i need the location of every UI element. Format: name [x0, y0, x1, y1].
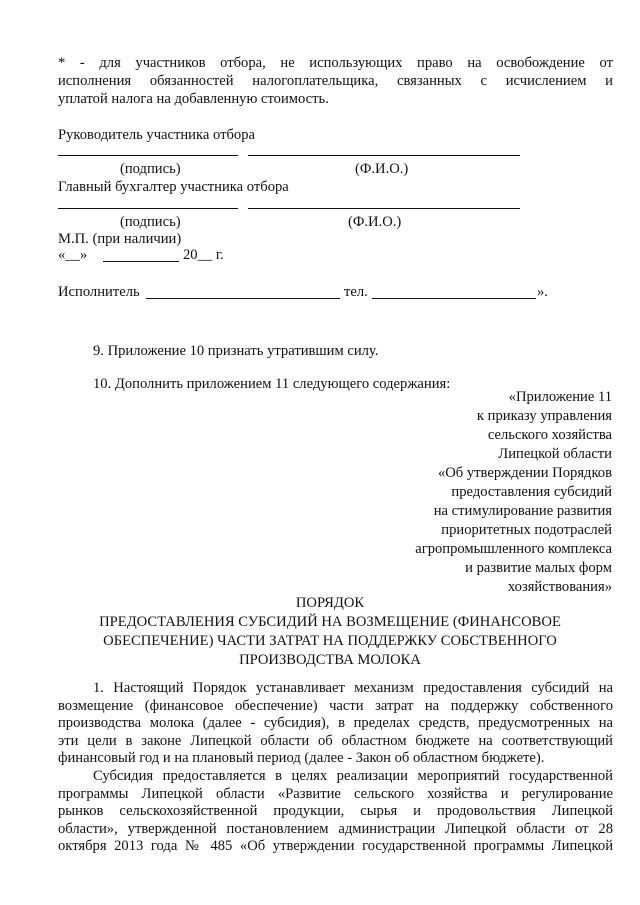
- footnote-line-1: * - для участников отбора, не использующих право на освобождение от: [58, 55, 613, 71]
- head-signature-line: [58, 155, 238, 156]
- date-year: 20__ г.: [183, 247, 224, 263]
- title-line: ПРОИЗВОДСТВА МОЛОКА: [239, 652, 421, 668]
- appendix-header-line: и развитие малых форм: [465, 560, 612, 576]
- document-title: [0, 594, 640, 670]
- paragraph-line: производства молока (далее - субсидия), в пределах средств, предусмотренных на: [58, 715, 613, 732]
- accountant-sign-caption: (подпись): [120, 214, 181, 230]
- date-day: «__»: [58, 247, 88, 263]
- title-line: ОБЕСПЕЧЕНИЕ) ЧАСТИ ЗАТРАТ НА ПОДДЕРЖКУ СОБСТВЕННОГО: [103, 633, 557, 649]
- footnote-line-2: исполнения обязанностей налогоплательщика, связанных с исчислением и: [58, 73, 613, 89]
- footnote-line-3: уплатой налога на добавленную стоимость.: [58, 91, 329, 107]
- title-line: ПОРЯДОК: [295, 595, 365, 611]
- head-name-line: [248, 155, 520, 156]
- paragraph-line: рынков сельскохозяйственной продукции, сырья и продовольствия Липецкой: [58, 803, 613, 820]
- paragraph-line: финансовый год и на плановый период (далее - Закон об областном бюджете).: [58, 750, 545, 767]
- phone-line: [372, 298, 536, 299]
- executor-line: [146, 298, 340, 299]
- item-10: 10. Дополнить приложением 11 следующего содержания:: [93, 376, 451, 392]
- paragraph-line: 1. Настоящий Порядок устанавливает механизм предоставления субсидий на: [93, 680, 613, 696]
- executor-label: Исполнитель: [58, 284, 140, 300]
- appendix-header-line: сельского хозяйства: [487, 427, 612, 443]
- appendix-header-line: агропромышленного комплекса: [415, 541, 612, 557]
- appendix-header-line: хозяйствования»: [507, 579, 612, 595]
- appendix-header-line: предоставления субсидий: [451, 484, 612, 500]
- phone-label: тел.: [344, 284, 368, 300]
- head-label: Руководитель участника отбора: [58, 127, 255, 143]
- appendix-header-line: на стимулирование развития: [433, 503, 612, 519]
- paragraph-line: области», утвержденной постановлением администрации Липецкой области от 28: [58, 820, 613, 837]
- head-name-caption: (Ф.И.О.): [355, 161, 409, 177]
- head-sign-caption: (подпись): [120, 161, 181, 177]
- stamp-label: М.П. (при наличии): [58, 231, 182, 247]
- title-line: ПРЕДОСТАВЛЕНИЯ СУБСИДИЙ НА ВОЗМЕЩЕНИЕ (ФИНАНСОВОЕ: [99, 614, 561, 630]
- paragraph-1: [58, 680, 613, 768]
- closing-quote: ».: [537, 284, 548, 300]
- paragraph-line: октября 2013 года № 485 «Об утверждении государственной программы Липецкой: [58, 838, 613, 855]
- paragraph-line: программы Липецкой области «Развитие сельского хозяйства и регулирование: [58, 785, 613, 802]
- paragraph-2: [58, 768, 613, 856]
- accountant-name-line: [248, 208, 520, 209]
- accountant-name-caption: (Ф.И.О.): [348, 214, 402, 230]
- appendix-header-line: приоритетных подотраслей: [441, 522, 612, 538]
- accountant-label: Главный бухгалтер участника отбора: [58, 179, 289, 195]
- appendix-header-line: «Об утверждении Порядков: [437, 465, 612, 481]
- appendix-header-line: Липецкой области: [498, 446, 612, 462]
- paragraph-line: эти цели в законе Липецкой области об областном бюджете на соответствующий: [58, 732, 613, 749]
- paragraph-line: возмещение (финансовое обеспечение) части затрат на поддержку собственного: [58, 697, 613, 714]
- appendix-header: [415, 388, 612, 597]
- accountant-signature-line: [58, 208, 238, 209]
- appendix-header-line: «Приложение 11: [508, 389, 612, 405]
- item-9: 9. Приложение 10 признать утратившим силу.: [93, 343, 379, 359]
- appendix-header-line: к приказу управления: [476, 408, 612, 424]
- date-month-line: [103, 261, 179, 262]
- paragraph-line: Субсидия предоставляется в целях реализации мероприятий государственной: [93, 768, 613, 784]
